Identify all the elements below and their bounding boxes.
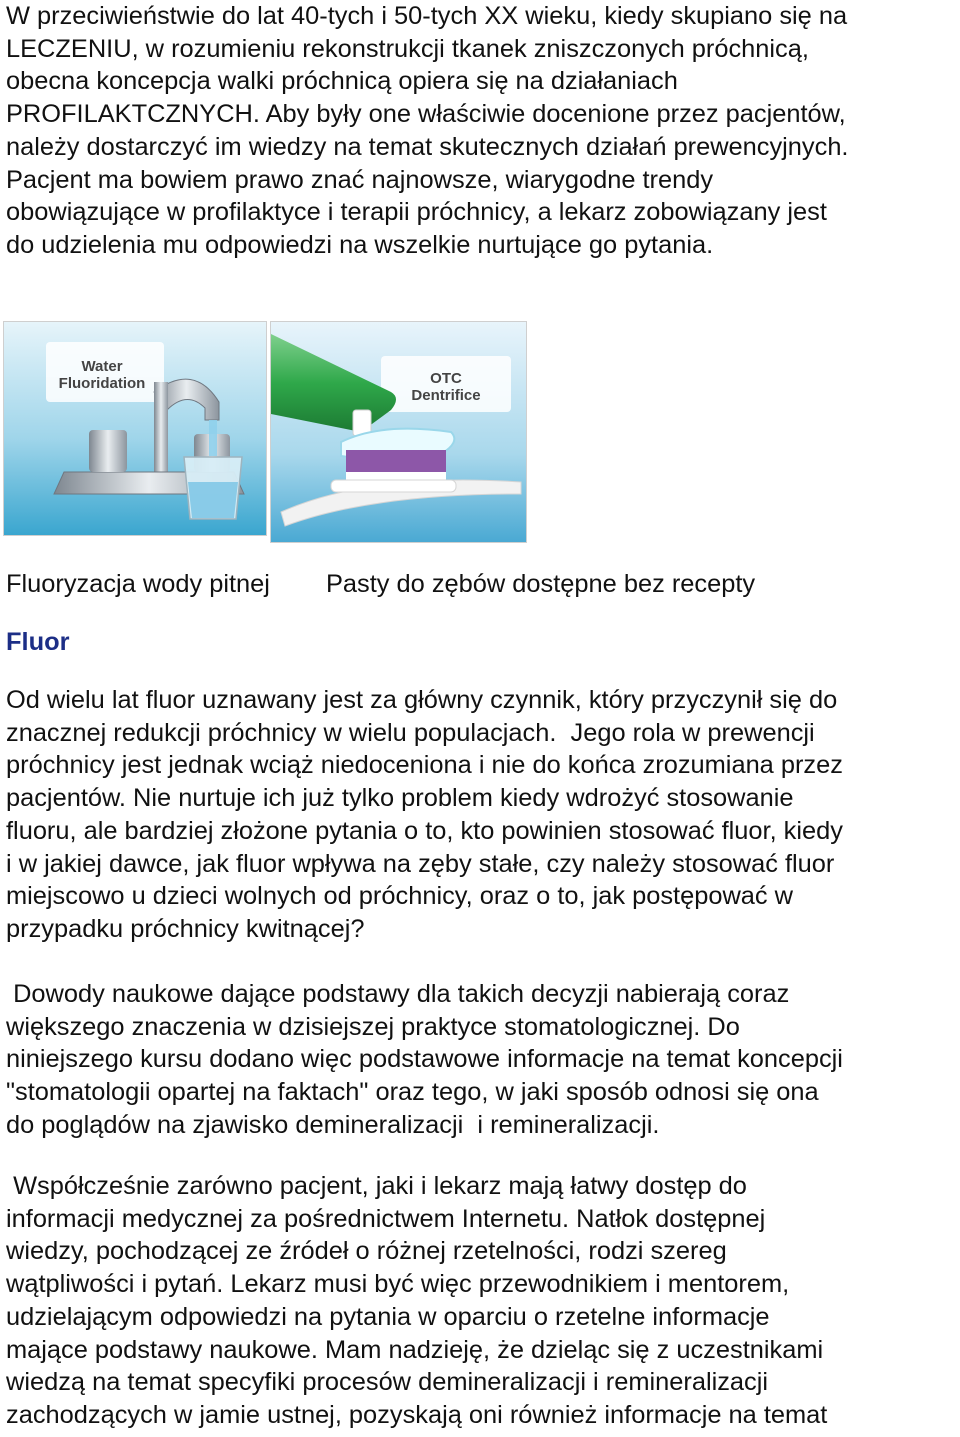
water-fluoridation-caption: Fluoryzacja wody pitnej <box>6 570 270 598</box>
water-fluoridation-image <box>3 321 267 536</box>
evidence-paragraph: Dowody naukowe dające podstawy dla takich decyzji nabierają coraz większego znaczenia w dzisiejszej praktyce stomatologicznej. Do niniejszego kursu dodano więc podstawowe informacje na temat koncepcji "stomatologii opartej na faktach" oraz tego, w jaki sposób odnosi się ona do poglądów na zjawisko demineralizacji i remineralizacji. <box>6 980 843 1139</box>
otc-dentrifice-label: OTC Dentrifice <box>411 370 481 404</box>
faucet-illustration <box>4 322 266 535</box>
otc-dentrifice-caption: Pasty do zębów dostępne bez recepty <box>326 570 756 598</box>
fluor-paragraph: Od wielu lat fluor uznawany jest za główny czynnik, który przyczynił się do znacznej redukcji próchnicy w wielu populacjach. Jego rola w prewencji próchnicy jest jednak wciąż niedoceniona i nie do końca zrozumiana przez pacjentów. Nie nurtuje ich już tylko problem kiedy wdrożyć stosowanie fluoru, ale bardziej złożone pytania o to, kto powinien stosować fluor, kiedy i w jakiej dawce, jak fluor wpływa na zęby stałe, czy należy stosować fluor miejscowo u dzieci wolnych od próchnicy, oraz o to, jak postępować w przypadku próchnicy kwitnącej? <box>6 686 843 943</box>
intro-paragraph: W przeciwieństwie do lat 40-tych i 50-tych XX wieku, kiedy skupiano się na LECZENIU, w rozumieniu rekonstrukcji tkanek zniszczonych próchnicą, obecna koncepcja walki próchnicą opiera się na działaniach PROFILAKTCZNYCH. Aby były one właściwie docenione przez pacjentów, należy dostarczyć im wiedzy na temat skutecznych działań prewencyjnych. Pacjent ma bowiem prawo znać najnowsze, wiarygodne trendy obowiązujące w profilaktyce i terapii próchnicy, a lekarz zobowiązany jest do udzielenia mu odpowiedzi na wszelkie nurtujące go pytania. <box>6 2 849 259</box>
internet-paragraph: Współcześnie zarówno pacjent, jaki i lekarz mają łatwy dostęp do informacji medycznej za pośrednictwem Internetu. Natłok dostępnej wiedzy, pochodzącej ze źródeł o różnej rzetelności, rodzi szereg wątpliwości i pytań. Lekarz musi być więc przewodnikiem i mentorem, udzielającym odpowiedzi na pytania w oparciu o rzetelne informacje mające podstawy naukowe. Mam nadzieję, że dzieląc się z uczestnikami wiedzą na temat specyfiki procesów demineralizacji i remineralizacji zachodzących w jamie ustnej, pozyskają oni również informacje na temat <box>6 1172 828 1429</box>
otc-dentrifice-image <box>270 321 527 543</box>
section-heading-fluor: Fluor <box>6 628 70 656</box>
water-fluoridation-label: Water Fluoridation <box>58 358 146 392</box>
toothpaste-illustration <box>271 322 526 542</box>
